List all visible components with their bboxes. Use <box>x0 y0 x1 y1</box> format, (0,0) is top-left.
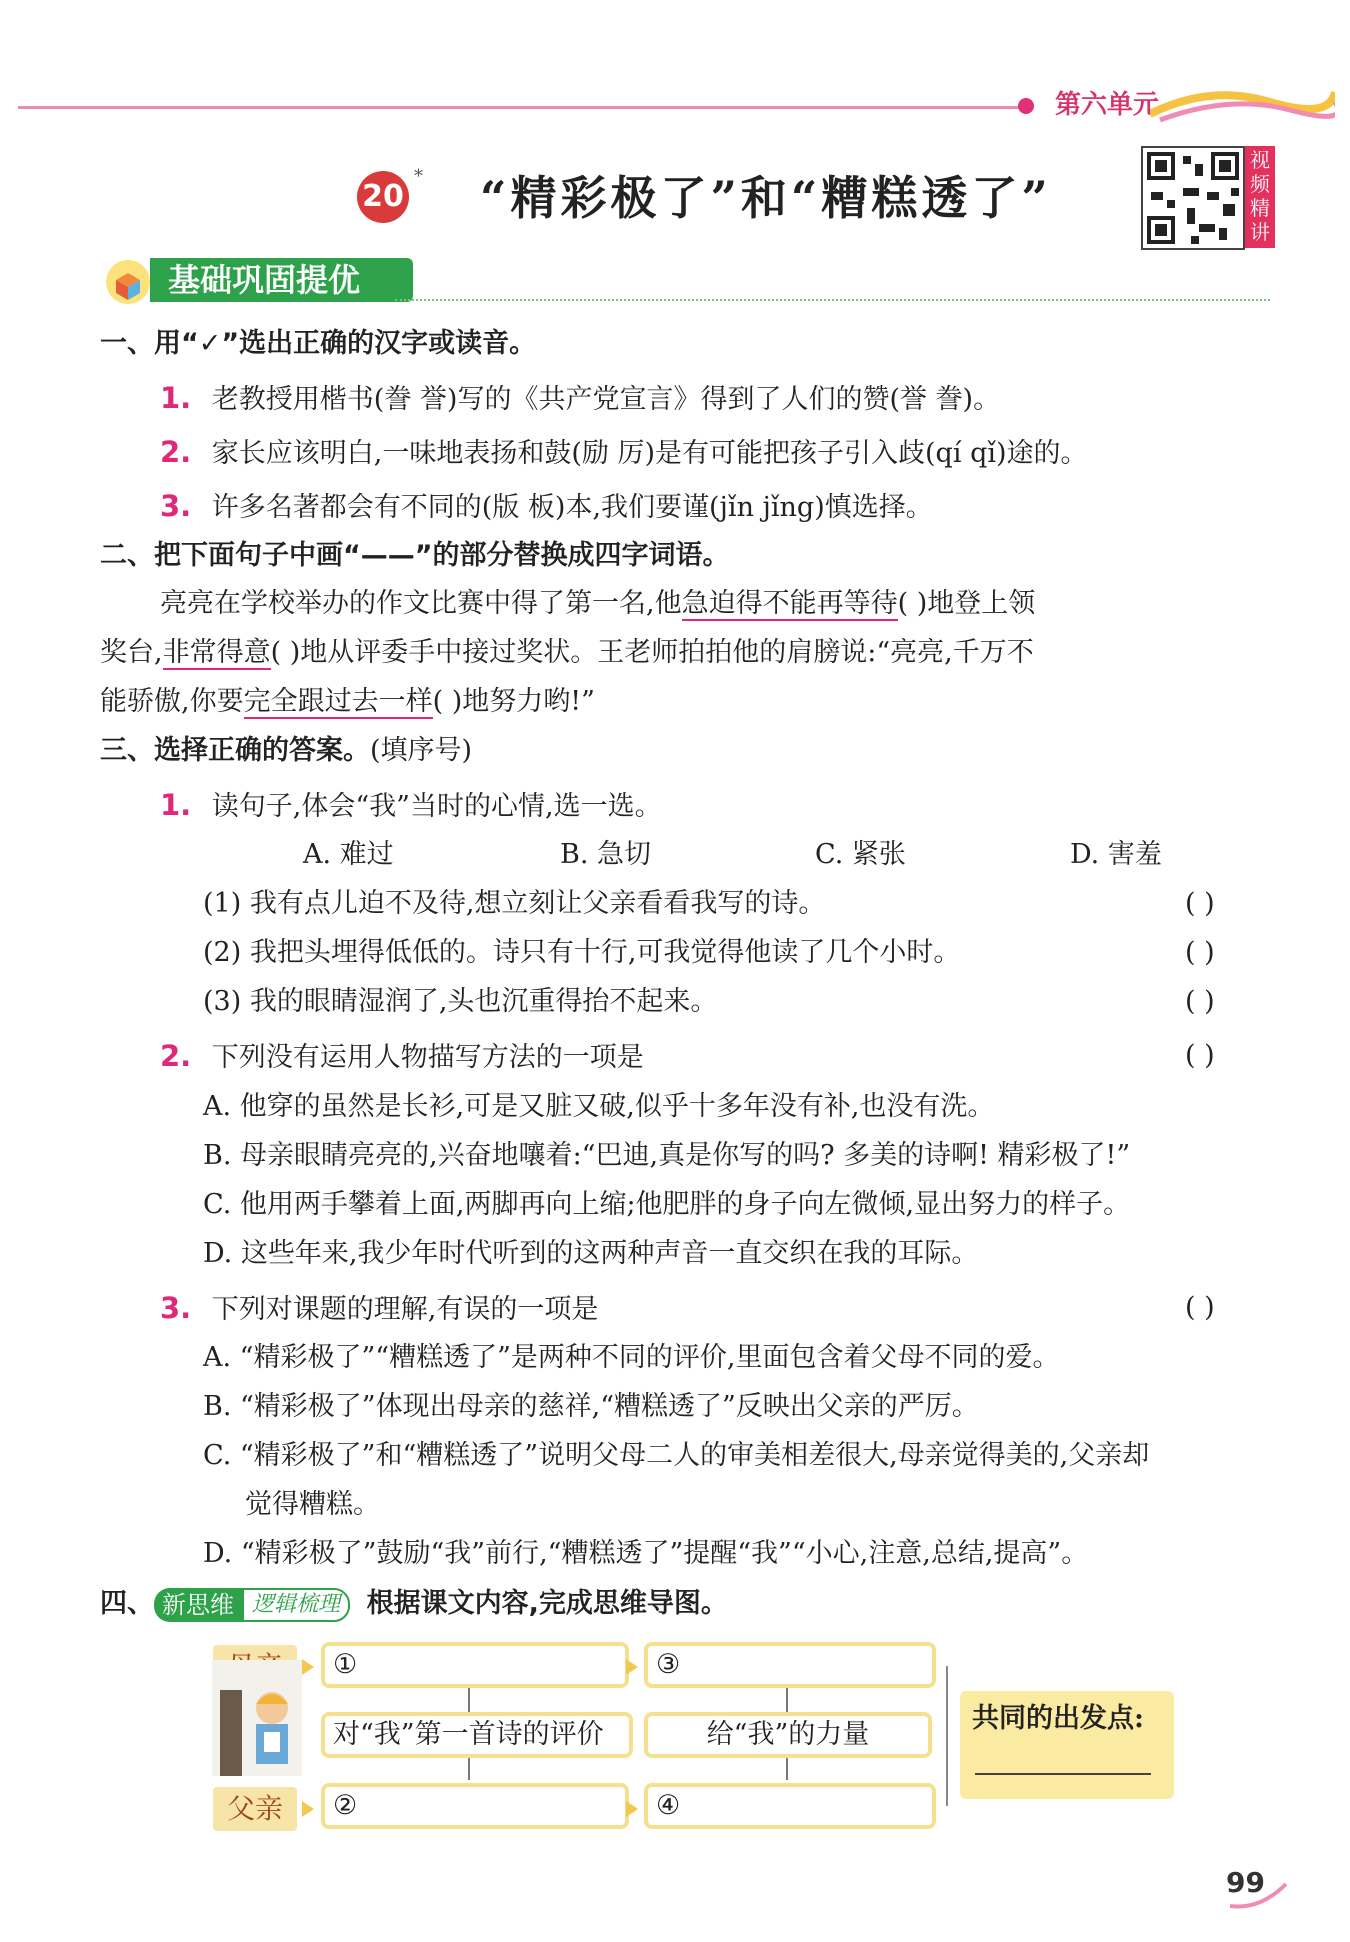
item-number: 2. <box>160 1039 192 1073</box>
answer-blank[interactable]: ( ) <box>1185 986 1215 1017</box>
q1-item-1 <box>160 378 1000 420</box>
new-thinking-tag: 新思维 <box>154 1588 242 1622</box>
answer-blank[interactable]: ( ) <box>1185 937 1215 968</box>
item-text: 家长应该明白,一味地表扬和鼓(励 厉)是有可能把孩子引入歧(qí qǐ)途的。 <box>211 438 1088 469</box>
q3-sub3-option-b: B. “精彩极了”体现出母亲的慈祥,“糟糕透了”反映出父亲的严厉。 <box>203 1391 979 1422</box>
mindmap-center-left: 对“我”第一首诗的评价 <box>321 1712 633 1758</box>
item-number: 2. <box>160 435 192 469</box>
item-number: 3. <box>160 1291 192 1325</box>
item-text: 许多名著都会有不同的(版 板)本,我们要谨(jǐn jǐng)慎选择。 <box>211 492 933 523</box>
answer-blank[interactable]: ( ) <box>1185 888 1215 919</box>
item-number: 3. <box>160 489 192 523</box>
item-text: 下列没有运用人物描写方法的一项是 <box>211 1042 644 1073</box>
page-number: 99 <box>1226 1866 1265 1899</box>
underlined-phrase: 非常得意 <box>162 637 271 668</box>
unit-bullet-icon <box>1018 98 1034 114</box>
underlined-phrase: 完全跟过去一样 <box>243 686 433 717</box>
connector <box>786 1688 788 1712</box>
connector <box>786 1758 788 1780</box>
answer-blank[interactable]: ( )地登上领 <box>897 588 1036 619</box>
mindmap-box-1[interactable]: ① <box>321 1642 629 1688</box>
answer-blank[interactable]: ( )地努力哟!” <box>432 686 595 717</box>
arrow-right-icon <box>302 1659 314 1675</box>
q2-paragraph-line-3 <box>100 682 595 722</box>
q3-sub2-option-d: D. 这些年来,我少年时代听到的这两种声音一直交织在我的耳际。 <box>203 1238 979 1269</box>
q1-item-3 <box>160 486 933 528</box>
q1-heading: 一、用“✓”选出正确的汉字或读音。 <box>100 328 537 359</box>
q3-sub3-stem <box>160 1288 598 1330</box>
q3-sub3-option-c-cont: 觉得糟糕。 <box>245 1489 380 1520</box>
video-lecture-tag[interactable]: 视频精讲 <box>1245 146 1275 248</box>
q1-item-2 <box>160 432 1088 474</box>
q2-paragraph-line-1 <box>160 584 1035 624</box>
item-text: 下列对课题的理解,有误的一项是 <box>211 1294 599 1325</box>
text: 亮亮在学校举办的作文比赛中得了第一名,他 <box>160 588 682 619</box>
q3-heading: 三、选择正确的答案。 <box>100 735 370 766</box>
unit-label: 第六单元 <box>1055 90 1160 120</box>
q3-sub3-option-c: C. “精彩极了”和“糟糕透了”说明父母二人的审美相差很大,母亲觉得美的,父亲却 <box>203 1440 1150 1471</box>
q3-sub1-option-a: A. 难过 <box>303 839 394 870</box>
q4-heading: 根据课文内容,完成思维导图。 <box>366 1588 728 1619</box>
q3-sub3-option-a: A. “精彩极了”“糟糕透了”是两种不同的评价,里面包含着父母不同的爱。 <box>203 1342 1060 1373</box>
q3-sub1-option-c: C. 紧张 <box>815 839 906 870</box>
mindmap-box-4[interactable]: ④ <box>644 1783 936 1829</box>
answer-line[interactable] <box>975 1773 1151 1775</box>
qr-code-icon[interactable] <box>1141 146 1245 250</box>
answer-blank[interactable]: ( )地从评委手中接过奖状。王老师拍拍他的肩膀说:“亮亮,千万不 <box>270 637 1034 668</box>
mindmap-box-3[interactable]: ③ <box>644 1642 936 1688</box>
lesson-star: * <box>414 166 423 187</box>
header-rule <box>18 106 1028 109</box>
q3-sub1-item-3: (3) 我的眼睛湿润了,头也沉重得抬不起来。 <box>203 986 718 1017</box>
underlined-phrase: 急迫得不能再等待 <box>681 588 898 619</box>
answer-blank[interactable]: ( ) <box>1185 1292 1215 1323</box>
arrow-right-icon <box>626 1801 638 1817</box>
item-text: 老教授用楷书(誊 誉)写的《共产党宣言》得到了人们的赞(誉 誊)。 <box>211 384 1001 415</box>
father-child-illustration-icon <box>212 1660 302 1776</box>
mindmap-center-right: 给“我”的力量 <box>644 1712 932 1758</box>
item-number: 1. <box>160 381 192 415</box>
q3-sub1-option-d: D. 害羞 <box>1070 839 1162 870</box>
mindmap-father-tag: 父亲 <box>213 1787 297 1831</box>
bracket-line <box>946 1666 948 1806</box>
q3-sub2-option-b: B. 母亲眼睛亮亮的,兴奋地嚷着:“巴迪,真是你写的吗? 多美的诗啊! 精彩极了!” <box>203 1140 1131 1171</box>
swoosh-decoration-icon <box>1150 84 1335 124</box>
q3-sub3-option-d: D. “精彩极了”鼓励“我”前行,“糟糕透了”提醒“我”“小心,注意,总结,提高”。 <box>203 1538 1089 1569</box>
mindmap-common-point: 共同的出发点: <box>960 1691 1174 1799</box>
q3-sub2-stem <box>160 1036 644 1078</box>
cube-sun-icon <box>100 258 156 308</box>
text: 能骄傲,你要 <box>100 686 244 717</box>
q3-sub2-option-a: A. 他穿的虽然是长衫,可是又脏又破,似乎十多年没有补,也没有洗。 <box>203 1091 995 1122</box>
answer-blank[interactable]: ( ) <box>1185 1040 1215 1071</box>
q3-sub1-item-1: (1) 我有点儿迫不及待,想立刻让父亲看看我写的诗。 <box>203 888 826 919</box>
connector <box>468 1758 470 1780</box>
q2-paragraph-line-2 <box>100 633 1034 673</box>
arrow-right-icon <box>302 1801 314 1817</box>
section-divider <box>395 299 1270 301</box>
q3-sub2-option-c: C. 他用两手攀着上面,两脚再向上缩;他肥胖的身子向左微倾,显出努力的样子。 <box>203 1189 1131 1220</box>
arrow-right-icon <box>626 1659 638 1675</box>
logic-tag: 逻辑梳理 <box>242 1588 350 1622</box>
connector <box>468 1688 470 1712</box>
q4-heading-row <box>100 1584 728 1624</box>
item-number: 1. <box>160 788 192 822</box>
q3-sub1-stem <box>160 785 662 827</box>
lesson-number-badge: 20 <box>357 171 409 223</box>
q3-heading-row <box>100 731 472 771</box>
q2-heading: 二、把下面句子中画“——”的部分替换成四字词语。 <box>100 540 730 571</box>
lesson-title: “精彩极了”和“糟糕透了” <box>480 171 1052 225</box>
mindmap-box-2[interactable]: ② <box>321 1783 629 1829</box>
text: 奖台, <box>100 637 163 668</box>
q3-sub1-item-2: (2) 我把头埋得低低的。诗只有十行,可我觉得他读了几个小时。 <box>203 937 961 968</box>
q3-sub1-option-b: B. 急切 <box>560 839 652 870</box>
item-text: 读句子,体会“我”当时的心情,选一选。 <box>211 791 662 822</box>
q3-heading-note: (填序号) <box>370 735 473 766</box>
q4-prefix: 四、 <box>100 1588 154 1619</box>
section-banner: 基础巩固提优 <box>150 258 413 302</box>
